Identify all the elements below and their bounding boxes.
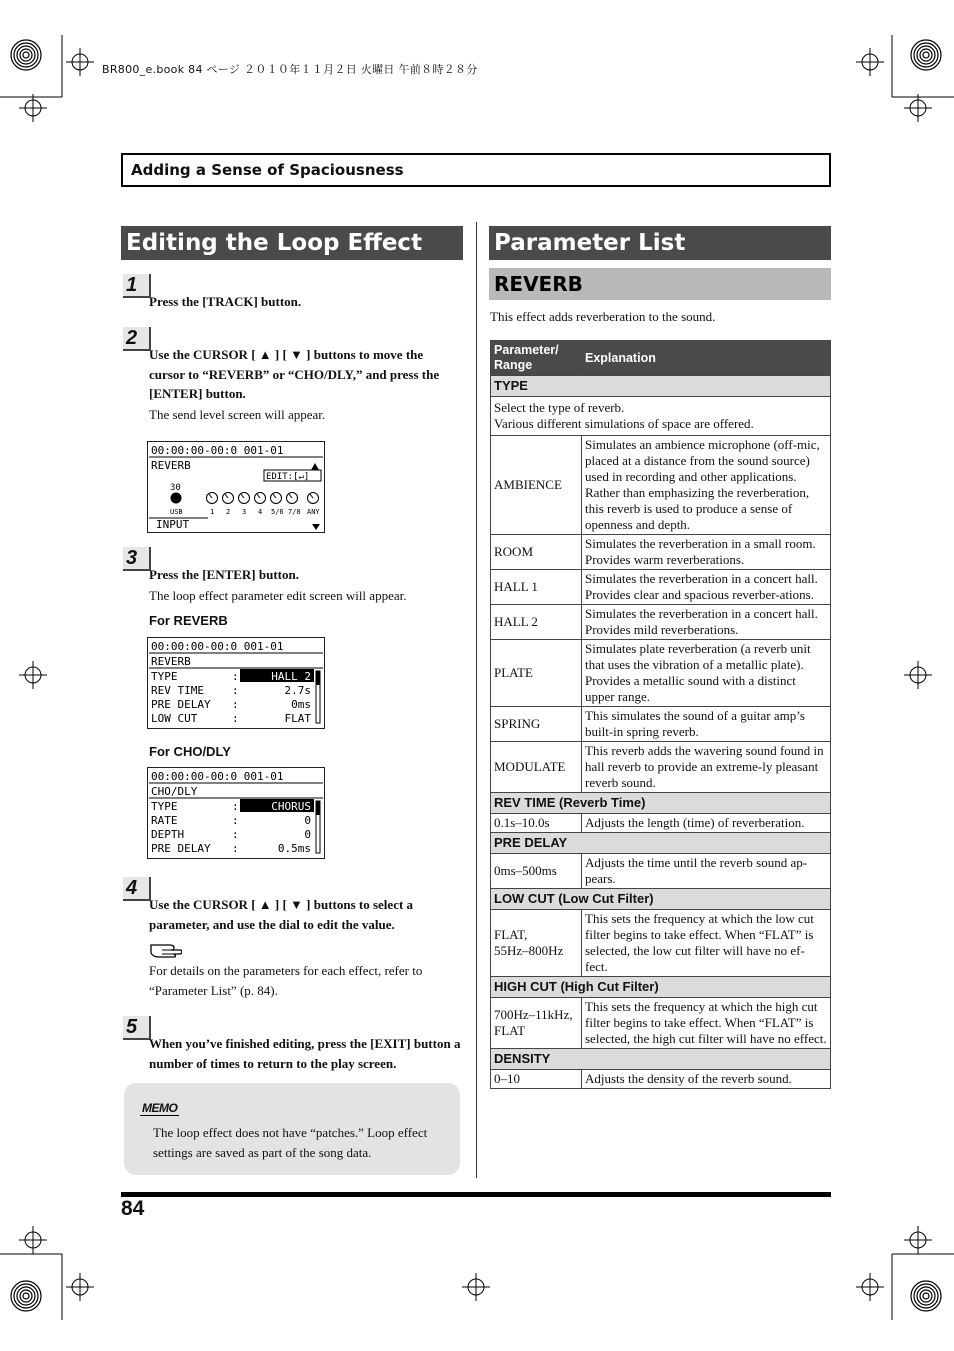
step-number: 3	[123, 547, 151, 571]
table-row	[491, 707, 831, 742]
table-row	[491, 570, 831, 605]
table-category-row	[491, 376, 831, 397]
step-number: 4	[123, 877, 151, 901]
svg-text::: :	[232, 800, 239, 813]
reverb-subheading: REVERB	[489, 268, 831, 300]
parameter-explanation: Adjusts the time until the reverb sound ap-pears.	[582, 854, 831, 889]
parameter-explanation: Simulates plate reverberation (a reverb unit that uses the vibration of a metallic plate). Provides a metallic sound with a distinct upper range.	[582, 640, 831, 707]
lcd-param-value-selected: CHORUS	[271, 800, 311, 813]
print-header-line: BR800_e.book 84 ページ ２０１０年１１月２日 火曜日 午前８時２８分	[102, 63, 478, 76]
send-level-knob-icon	[271, 493, 282, 504]
table-row	[491, 535, 831, 570]
parameter-value: ROOM	[491, 535, 582, 570]
table-description-row	[491, 397, 831, 436]
parameter-explanation: Adjusts the density of the reverb sound.	[582, 1070, 831, 1089]
table-row	[491, 1070, 831, 1089]
lcd-param-key: REV TIME	[151, 684, 204, 697]
column-divider	[476, 222, 477, 1178]
knob-channel-label: 1	[210, 508, 215, 516]
svg-text::: :	[232, 684, 239, 697]
step-4-note: For details on the parameters for each effect, refer to “Parameter List” (p. 84).	[149, 963, 423, 998]
page-number: 84	[121, 1197, 145, 1220]
knob-channel-label: USB	[170, 508, 183, 516]
parameter-value: FLAT, 55Hz–800Hz	[491, 910, 582, 977]
lcd-param-value: 0.5ms	[277, 842, 311, 855]
parameter-value: HALL 1	[491, 570, 582, 605]
parameter-explanation: Simulates the reverberation in a small room. Provides warm reverberations.	[582, 535, 831, 570]
lcd-param-key: TYPE	[151, 670, 178, 683]
table-header-explanation: Explanation	[582, 341, 831, 376]
table-category-row	[491, 889, 831, 910]
svg-text::: :	[232, 828, 239, 841]
lcd-param-value: 0	[304, 828, 311, 841]
parameter-list-heading: Parameter List	[489, 226, 831, 260]
step-3-note: The loop effect parameter edit screen will appear.	[149, 588, 407, 603]
lcd-param-key: PRE DELAY	[151, 842, 211, 855]
lcd-param-value: 2.7s	[284, 684, 311, 697]
step-number: 5	[123, 1016, 151, 1040]
table-row	[491, 640, 831, 707]
parameter-explanation: Simulates the reverberation in a concert hall. Provides mild reverberations.	[582, 605, 831, 640]
table-category-row	[491, 1049, 831, 1070]
parameter-explanation: Simulates an ambience microphone (off-mic, placed at a distance from the sound source) used in recording and other applications. Rather than emphasizing the reverberation, this reverb is used to produce a sense of openness and depth.	[582, 436, 831, 535]
pointing-hand-reference-icon	[150, 941, 182, 959]
step-2-note: The send level screen will appear.	[149, 407, 326, 422]
category-label: PRE DELAY	[491, 833, 831, 854]
table-category-row	[491, 793, 831, 814]
scroll-down-arrow-icon	[312, 524, 320, 530]
svg-text::: :	[232, 814, 239, 827]
parameter-value: MODULATE	[491, 742, 582, 793]
parameter-value: 0ms–500ms	[491, 854, 582, 889]
scroll-up-arrow-icon	[311, 463, 319, 470]
lcd-param-key: DEPTH	[151, 828, 185, 841]
lcd-param-value: 0ms	[291, 698, 311, 711]
memo-box	[124, 1083, 460, 1175]
category-label: TYPE	[491, 376, 831, 397]
parameter-explanation: This reverb adds the wavering sound found in hall reverb to provide an extreme-ly pleasant reverb sound.	[582, 742, 831, 793]
parameter-explanation: This sets the frequency at which the high cut filter begins to take effect. When “FLAT” is selected, the high cut filter will have no effect.	[582, 998, 831, 1049]
for-reverb-label: For REVERB	[149, 613, 228, 628]
table-row	[491, 605, 831, 640]
parameter-value: 0.1s–10.0s	[491, 814, 582, 833]
bottom-rule	[121, 1192, 831, 1197]
category-label: HIGH CUT (High Cut Filter)	[491, 977, 831, 998]
parameter-value: 700Hz–11kHz, FLAT	[491, 998, 582, 1049]
category-label: REV TIME (Reverb Time)	[491, 793, 831, 814]
editing-loop-effect-heading: Editing the Loop Effect	[121, 226, 463, 260]
table-category-row	[491, 833, 831, 854]
memo-text: The loop effect does not have “patches.” Loop effect settings are saved as part of the song data.	[153, 1125, 428, 1160]
category-description: Select the type of reverb. Various different simulations of space are offered.	[491, 397, 831, 436]
step-4-instruction: Use the CURSOR [ ▲ ] [ ▼ ] buttons to select a parameter, and use the dial to edit the value.	[149, 897, 414, 932]
table-category-row	[491, 977, 831, 998]
table-row	[491, 998, 831, 1049]
send-level-lcd-screen	[147, 441, 325, 533]
lcd-param-value: 0	[304, 814, 311, 827]
lcd-time-readout: 00:00:00-00:0 001-01	[151, 640, 284, 653]
step-2-instruction: Use the CURSOR [ ▲ ] [ ▼ ] buttons to move the cursor to “REVERB” or “CHO/DLY,” and press the [ENTER] button.	[149, 347, 440, 401]
knob-channel-label: ANY	[307, 508, 320, 516]
knob-channel-label: 3	[242, 508, 247, 516]
knob-channel-label: 2	[226, 508, 231, 516]
svg-text::: :	[232, 698, 239, 711]
table-row	[491, 910, 831, 977]
parameter-value: HALL 2	[491, 605, 582, 640]
usb-knob-icon	[171, 493, 182, 504]
for-chodly-label: For CHO/DLY	[149, 744, 231, 759]
step-number: 2	[123, 327, 151, 351]
lcd-param-value-selected: HALL 2	[271, 670, 311, 683]
reverb-edit-lcd-screen	[147, 637, 325, 729]
parameter-explanation: This sets the frequency at which the low cut filter begins to take effect. When “FLAT” is selected, the low cut filter will have no ef-fect.	[582, 910, 831, 977]
category-label: LOW CUT (Low Cut Filter)	[491, 889, 831, 910]
step-number: 1	[123, 274, 151, 298]
knob-channel-label: 4	[258, 508, 263, 516]
memo-icon: MEMO	[142, 1101, 178, 1115]
svg-text::: :	[232, 670, 239, 683]
lcd-effect-name: REVERB	[151, 655, 191, 668]
lcd-input-label: INPUT	[156, 518, 190, 531]
table-row	[491, 854, 831, 889]
section-title-box	[121, 153, 831, 187]
parameter-explanation: This simulates the sound of a guitar amp’s built-in spring reverb.	[582, 707, 831, 742]
parameter-value: AMBIENCE	[491, 436, 582, 535]
lcd-param-key: RATE	[151, 814, 178, 827]
parameter-value: SPRING	[491, 707, 582, 742]
section-title: Adding a Sense of Spaciousness	[131, 161, 404, 179]
reverb-parameter-table	[490, 340, 831, 1089]
svg-text::: :	[232, 842, 239, 855]
lcd-effect-name: REVERB	[151, 459, 191, 472]
parameter-explanation: Simulates the reverberation in a concert hall. Provides clear and spacious reverber-ations.	[582, 570, 831, 605]
lcd-param-key: TYPE	[151, 800, 178, 813]
lcd-level-value: 30	[170, 483, 181, 493]
lcd-param-key: PRE DELAY	[151, 698, 211, 711]
lcd-param-key: LOW CUT	[151, 712, 198, 725]
lcd-effect-name: CHO/DLY	[151, 785, 198, 798]
table-row	[491, 436, 831, 535]
table-row	[491, 742, 831, 793]
svg-text::: :	[232, 712, 239, 725]
parameter-value: 0–10	[491, 1070, 582, 1089]
knob-channel-label: 7/8	[288, 508, 301, 516]
table-header-parameter: Parameter/ Range	[491, 341, 582, 376]
lcd-time-readout: 00:00:00-00:0 001-01	[151, 444, 284, 457]
lcd-time-readout: 00:00:00-00:0 001-01	[151, 770, 284, 783]
parameter-value: PLATE	[491, 640, 582, 707]
chodly-edit-lcd-screen	[147, 767, 325, 859]
knob-channel-label: 5/6	[271, 508, 284, 516]
category-label: DENSITY	[491, 1049, 831, 1070]
step-3-instruction: Press the [ENTER] button.	[149, 567, 299, 582]
step-1-instruction: Press the [TRACK] button.	[149, 294, 302, 309]
reverb-intro-text: This effect adds reverberation to the sound.	[490, 309, 716, 324]
lcd-edit-indicator: EDIT:[↵]	[266, 472, 310, 482]
lcd-param-value: FLAT	[284, 712, 311, 725]
table-row	[491, 814, 831, 833]
parameter-explanation: Adjusts the length (time) of reverberation.	[582, 814, 831, 833]
step-5-instruction: When you’ve finished editing, press the [EXIT] button a number of times to return to the play screen.	[149, 1036, 461, 1071]
